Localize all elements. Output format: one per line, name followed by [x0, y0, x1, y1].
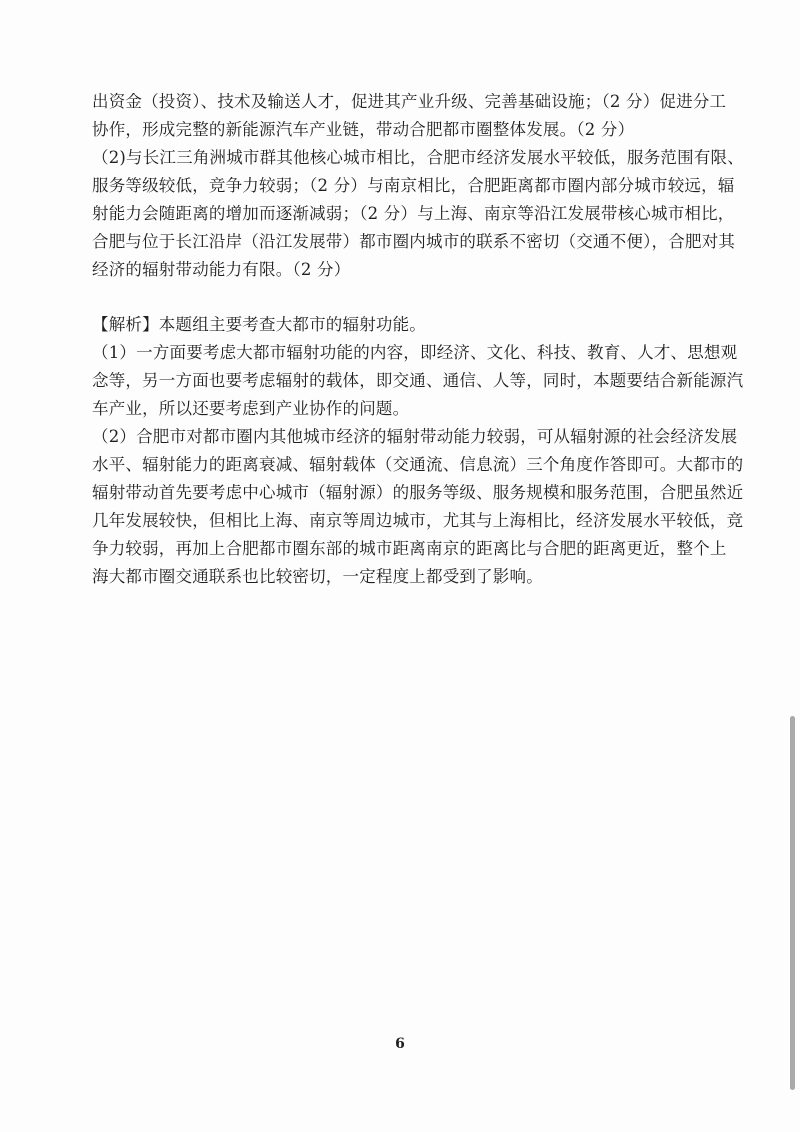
- answer-line: 经济的辐射带动能力有限。（2 分）: [92, 260, 351, 279]
- answer-line: 服务等级较低，竞争力较弱；（2 分）与南京相比，合肥距离都市圈内部分城市较远，辐: [92, 176, 735, 195]
- scrollbar-thumb[interactable]: [790, 716, 795, 1090]
- answer-section: [92, 88, 744, 284]
- answer-line: （2)与长江三角洲城市群其他核心城市相比，合肥市经济发展水平较低，服务范围有限、: [92, 148, 744, 167]
- analysis-heading: 【解析】本题组主要考查大都市的辐射功能。: [92, 315, 426, 334]
- analysis-line: （2）合肥市对都市圈内其他城市经济的辐射带动能力较弱，可从辐射源的社会经济发展: [92, 427, 738, 446]
- analysis-line: 几年发展较快，但相比上海、南京等周边城市，尤其与上海相比，经济发展水平较低，竞: [92, 511, 744, 530]
- answer-line: 出资金（投资）、技术及输送人才，促进其产业升级、完善基础设施；（2 分）促进分工: [92, 92, 727, 111]
- analysis-line: 海大都市圈交通联系也比较密切，一定程度上都受到了影响。: [92, 567, 543, 586]
- analysis-section: [92, 311, 744, 591]
- analysis-line: 辐射带动首先要考虑中心城市（辐射源）的服务等级、服务规模和服务范围，合肥虽然近: [92, 483, 744, 502]
- analysis-line: 水平、辐射能力的距离衰减、辐射载体（交通流、信息流）三个角度作答即可。大都市的: [92, 455, 744, 474]
- answer-line: 协作，形成完整的新能源汽车产业链，带动合肥都市圈整体发展。（2 分）: [92, 120, 635, 139]
- analysis-line: 念等，另一方面也要考虑辐射的载体，即交通、通信、人等，同时，本题要结合新能源汽: [92, 371, 744, 390]
- analysis-line: 争力较弱，再加上合肥都市圈东部的城市距离南京的距离比与合肥的距离更近，整个上: [92, 539, 727, 558]
- answer-line: 射能力会随距离的增加而逐渐减弱；（2 分）与上海、南京等沿江发展带核心城市相比，: [92, 204, 735, 223]
- analysis-line: 车产业，所以还要考虑到产业协作的问题。: [92, 399, 410, 418]
- analysis-line: （1）一方面要考虑大都市辐射功能的内容，即经济、文化、科技、教育、人才、思想观: [92, 343, 738, 362]
- page-number: 6: [395, 1036, 405, 1052]
- answer-line: 合肥与位于长江沿岸（沿江发展带）都市圈内城市的联系不密切（交通不便），合肥对其: [92, 232, 736, 251]
